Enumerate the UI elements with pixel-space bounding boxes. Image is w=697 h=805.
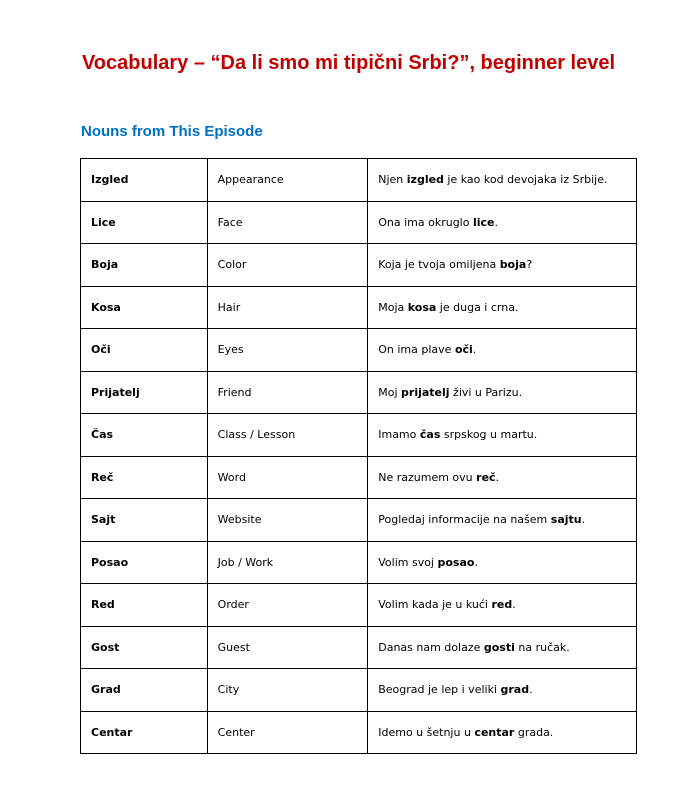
serbian-word-cell: Sajt [81,499,208,542]
example-text: Idemo u šetnju u [378,725,475,739]
example-highlighted-word: reč [476,470,496,484]
example-sentence-cell [368,286,637,329]
serbian-word-cell: Prijatelj [81,371,208,414]
table-row [81,711,637,754]
table-row [81,159,637,202]
serbian-word-cell: Posao [81,541,208,584]
serbian-word-cell: Lice [81,201,208,244]
example-highlighted-word: izgled [406,173,444,187]
example-text: grada. [514,725,554,739]
example-text: Moj [378,385,402,399]
table-row [81,329,637,372]
table-row [81,456,637,499]
table-row [81,584,637,627]
english-translation-cell: Face [207,201,368,244]
table-row [81,541,637,584]
serbian-word-cell: Red [81,584,208,627]
example-sentence-cell [368,626,637,669]
serbian-word-cell: Boja [81,244,208,287]
vocabulary-table-body [81,159,637,754]
example-highlighted-word: posao [437,555,475,569]
example-sentence-cell [368,159,637,202]
english-translation-cell: Hair [207,286,368,329]
english-translation-cell: Word [207,456,368,499]
table-row [81,371,637,414]
example-sentence-cell [368,584,637,627]
document-title: Vocabulary – “Da li smo mi tipični Srbi?”, beginner level [81,52,616,74]
english-translation-cell: Order [207,584,368,627]
example-text: Pogledaj informacije na našem [378,513,551,527]
example-sentence-cell [368,371,637,414]
example-text: . [472,343,477,357]
english-translation-cell: Class / Lesson [207,414,368,457]
example-sentence-cell [368,456,637,499]
example-text: Ona ima okruglo [378,215,473,229]
example-highlighted-word: grad [500,683,530,697]
serbian-word-cell: Centar [81,711,208,754]
example-highlighted-word: kosa [407,300,437,314]
example-text: . [512,598,516,612]
serbian-word-cell: Kosa [81,286,208,329]
example-text: Danas nam dolaze [378,640,484,654]
example-sentence-cell [368,541,637,584]
example-text: je duga i crna. [436,300,519,314]
example-text: na ručak. [514,640,570,654]
example-highlighted-word: sajtu [550,513,582,527]
example-text: . [581,513,586,527]
table-row [81,499,637,542]
example-sentence-cell [368,201,637,244]
english-translation-cell: Friend [207,371,368,414]
example-text: . [494,215,499,229]
example-text: Ne razumem ovu [378,470,477,484]
example-text: Imamo [378,428,420,442]
example-highlighted-word: oči [454,343,473,357]
example-text: srpskog u martu. [440,428,538,442]
example-sentence-cell [368,244,637,287]
example-text: Koja je tvoja omiljena [378,258,500,272]
example-sentence-cell [368,669,637,712]
example-text: ? [526,258,533,272]
example-text: . [474,555,478,569]
table-row [81,414,637,457]
example-highlighted-word: čas [419,428,441,442]
english-translation-cell: Job / Work [207,541,368,584]
example-text: On ima plave [378,343,455,357]
table-row [81,244,637,287]
example-text: . [495,470,500,484]
english-translation-cell: Guest [207,626,368,669]
serbian-word-cell: Reč [81,456,208,499]
serbian-word-cell: Gost [81,626,208,669]
table-row [81,626,637,669]
serbian-word-cell: Grad [81,669,208,712]
serbian-word-cell: Izgled [81,159,208,202]
example-sentence-cell [368,414,637,457]
section-heading: Nouns from This Episode [81,123,263,140]
serbian-word-cell: Čas [81,414,208,457]
english-translation-cell: Center [207,711,368,754]
example-text: Volim kada je u kući [378,598,492,612]
example-highlighted-word: lice [472,215,495,229]
english-translation-cell: City [207,669,368,712]
example-highlighted-word: boja [499,258,527,272]
example-text: . [529,683,533,697]
example-sentence-cell [368,711,637,754]
example-highlighted-word: centar [474,725,515,739]
table-row [81,286,637,329]
example-text: Volim svoj [378,555,438,569]
example-sentence-cell [368,329,637,372]
english-translation-cell: Eyes [207,329,368,372]
example-sentence-cell [368,499,637,542]
english-translation-cell: Color [207,244,368,287]
table-row [81,201,637,244]
vocabulary-table [80,158,637,754]
example-text: živi u Parizu. [449,385,523,399]
example-highlighted-word: gosti [483,640,515,654]
example-text: Njen [378,173,407,187]
example-highlighted-word: prijatelj [401,385,450,399]
example-highlighted-word: red [491,598,513,612]
english-translation-cell: Website [207,499,368,542]
table-row [81,669,637,712]
serbian-word-cell: Oči [81,329,208,372]
example-text: Beograd je lep i veliki [378,683,501,697]
example-text: Moja [378,300,408,314]
english-translation-cell: Appearance [207,159,368,202]
example-text: je kao kod devojaka iz Srbije. [443,173,608,187]
